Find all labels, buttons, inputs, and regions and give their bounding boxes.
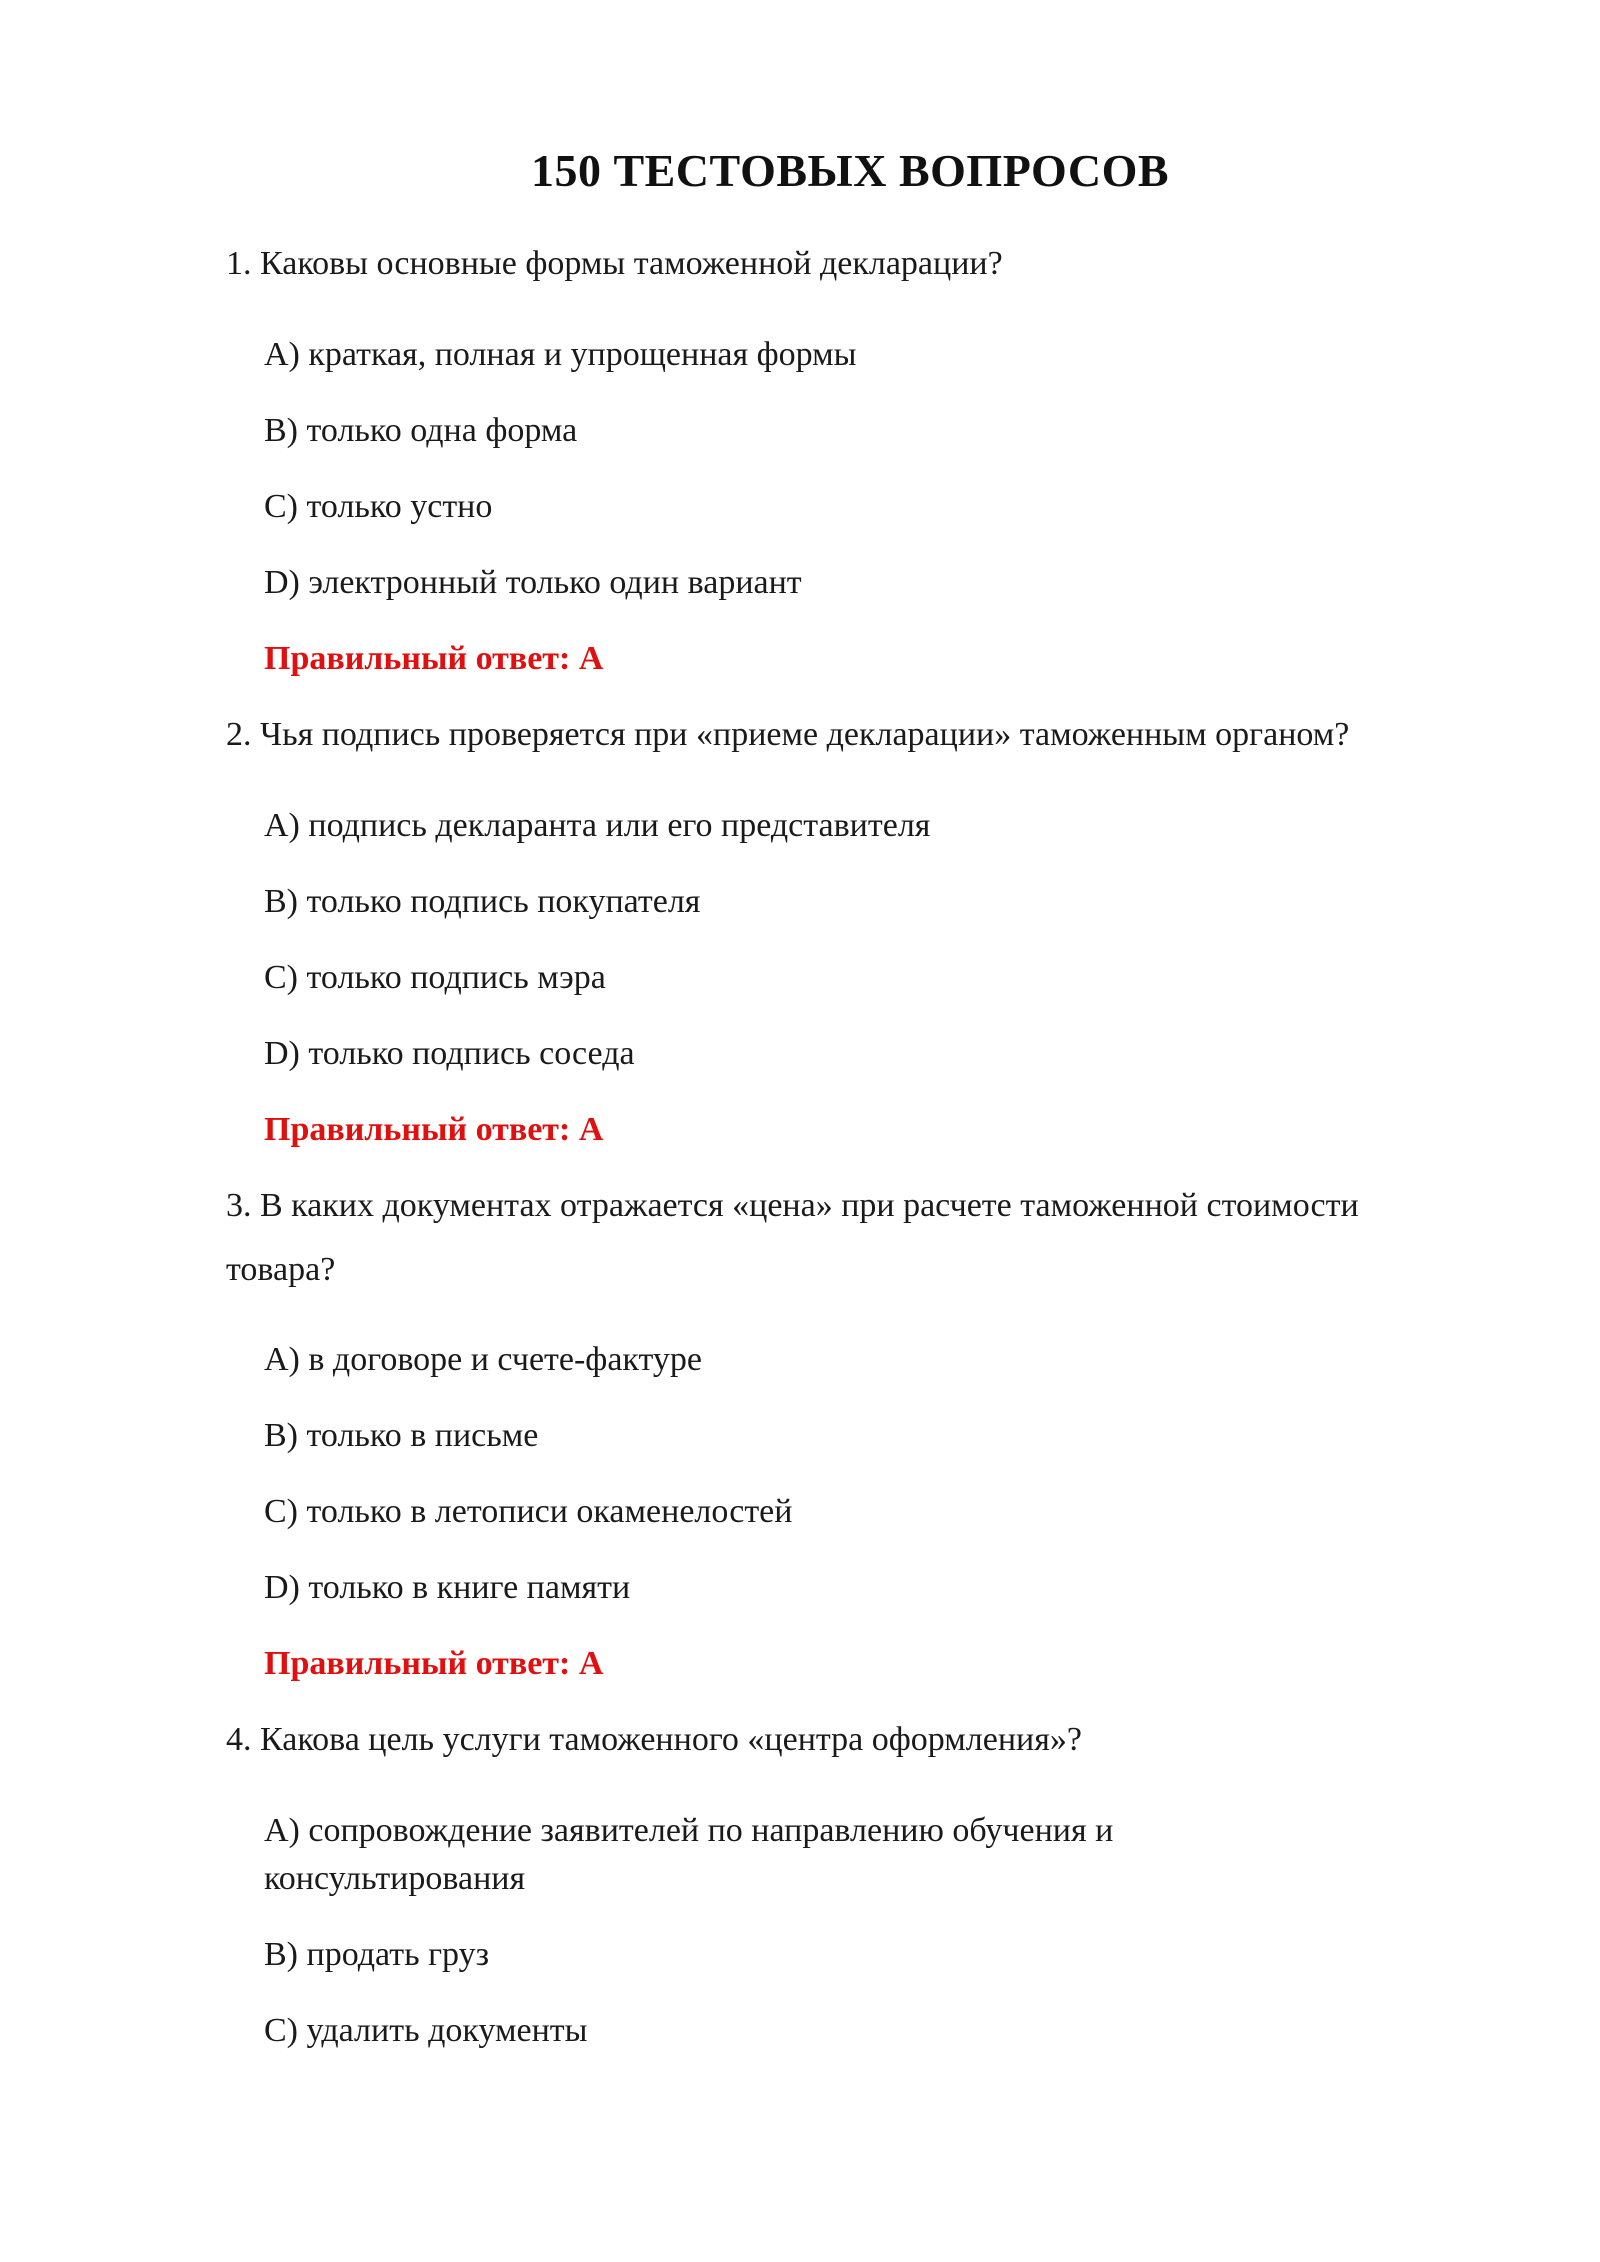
question-1-option-d: D) электронный только один вариант [264, 564, 802, 601]
question-2-option-b: B) только подпись покупателя [264, 883, 701, 920]
question-3-option-d: D) только в книге памяти [264, 1569, 631, 1606]
question-3-option-c: C) только в летописи окаменелостей [264, 1493, 793, 1530]
document-title: 150 ТЕСТОВЫХ ВОПРОСОВ [530, 145, 1170, 196]
question-1-option-c: C) только устно [264, 488, 493, 525]
question-2-option-c: C) только подпись мэра [264, 959, 606, 996]
question-1-text: 1. Каковы основные формы таможенной декларации? [226, 245, 1003, 282]
question-4-option-a: A) сопровождение заявителей по направлению обучения и консультирования [264, 1812, 1114, 1897]
question-3-answer: Правильный ответ: A [264, 1645, 604, 1682]
question-1-option-a: A) краткая, полная и упрощенная формы [264, 336, 857, 373]
question-2-option-d: D) только подпись соседа [264, 1035, 635, 1072]
question-3-text: 3. В каких документах отражается «цена» при расчете таможенной стоимости [226, 1187, 1359, 1224]
question-3-option-b: B) только в письме [264, 1417, 539, 1454]
question-3-option-a: A) в договоре и счете-фактуре [264, 1341, 702, 1378]
question-2-option-a: A) подпись декларанта или его представителя [264, 807, 931, 844]
question-3-text-continued: товара? [226, 1251, 336, 1288]
question-2-text: 2. Чья подпись проверяется при «приеме декларации» таможенным органом? [226, 716, 1350, 753]
question-4-option-c: C) удалить документы [264, 2012, 588, 2049]
question-1-option-b: B) только одна форма [264, 412, 578, 449]
question-4-text: 4. Какова цель услуги таможенного «центра оформления»? [226, 1721, 1082, 1758]
question-1-answer: Правильный ответ: A [264, 640, 604, 677]
question-4-option-b: B) продать груз [264, 1936, 490, 1973]
question-2-answer: Правильный ответ: A [264, 1111, 604, 1148]
